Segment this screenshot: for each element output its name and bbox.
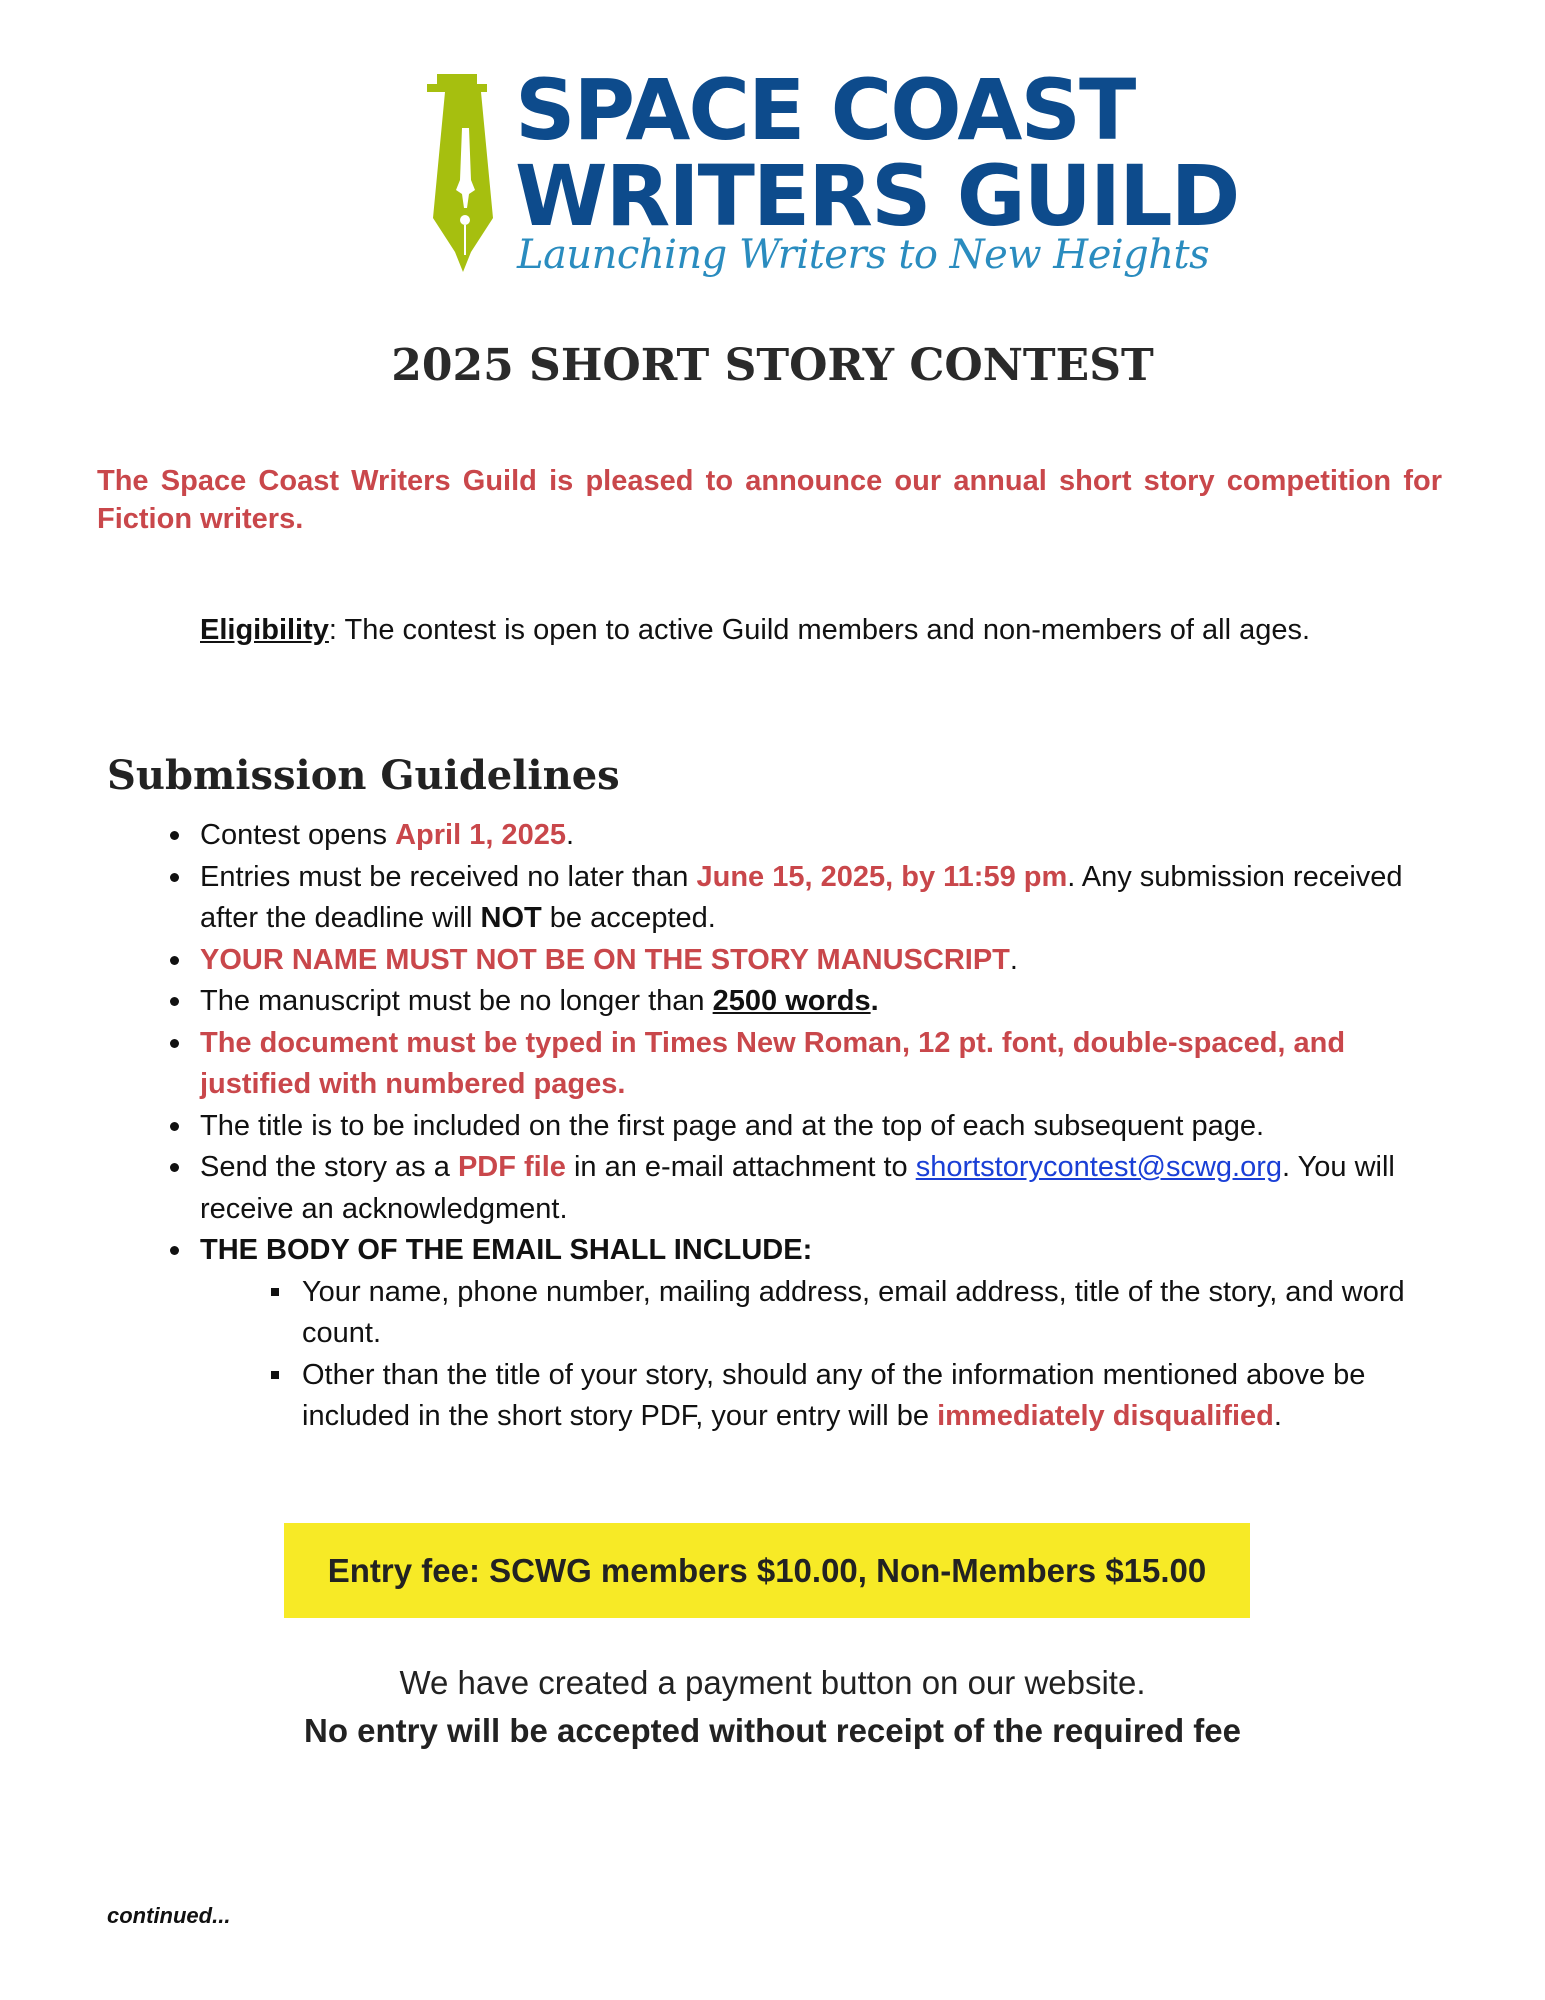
deadline-text: Entries must be received no later than bbox=[200, 860, 697, 893]
deadline-text-2: . Any submission received after the deadline will bbox=[200, 860, 1403, 934]
deadline-end: be accepted. bbox=[541, 902, 716, 934]
send-text-2: in an e-mail attachment to bbox=[565, 1151, 916, 1183]
list-item bbox=[200, 815, 1450, 857]
logo-line-2: WRITERS GUILD bbox=[515, 147, 1239, 245]
required-info: Your name, phone number, mailing address, email address, title of the story, and word count. bbox=[302, 1275, 1405, 1349]
fountain-pen-nib-icon bbox=[415, 68, 515, 278]
format-rule: The document must be typed in Times New Roman, 12 pt. font, double-spaced, and justified with numbered pages. bbox=[200, 1026, 1346, 1100]
disqualify-end: . bbox=[1273, 1400, 1282, 1432]
contest-email-link[interactable]: shortstorycontest@scwg.org bbox=[915, 1151, 1282, 1183]
submission-guidelines-heading: Submission Guidelines bbox=[107, 752, 620, 799]
list-item bbox=[200, 1023, 1450, 1106]
page-title: 2025 SHORT STORY CONTEST bbox=[391, 340, 1154, 391]
sublist-item bbox=[302, 1355, 1450, 1438]
send-text: Send the story as a bbox=[200, 1151, 458, 1183]
title-rule: The title is to be included on the first page and at the top of each subsequent page. bbox=[200, 1109, 1265, 1142]
not-emphasis: NOT bbox=[480, 902, 542, 934]
open-date: April 1, 2025 bbox=[395, 819, 566, 851]
eligibility-text: : The contest is open to active Guild members and non-members of all ages. bbox=[328, 614, 1311, 646]
opens-end: . bbox=[565, 819, 575, 851]
email-body-sublist bbox=[302, 1272, 1450, 1438]
continued-note: continued... bbox=[107, 1903, 231, 1928]
logo-tagline: Launching Writers to New Heights bbox=[517, 232, 1210, 278]
list-item bbox=[200, 857, 1450, 940]
pdf-file: PDF file bbox=[457, 1151, 566, 1183]
name-rule-end: . bbox=[1009, 943, 1018, 976]
list-item bbox=[200, 1230, 1450, 1438]
sublist-item bbox=[302, 1272, 1450, 1355]
list-item bbox=[200, 1106, 1450, 1148]
list-item bbox=[200, 940, 1450, 982]
disqualify-text: Other than the title of your story, should any of the information mentioned above be included in the short story PDF, your entry will be bbox=[302, 1358, 1366, 1432]
guild-logo bbox=[415, 61, 1239, 298]
guidelines-list bbox=[200, 815, 1450, 1438]
word-limit: 2500 words bbox=[712, 985, 871, 1017]
deadline-date: June 15, 2025, by 11:59 pm bbox=[696, 860, 1068, 893]
send-end: . You will receive an acknowledgment. bbox=[200, 1151, 1395, 1225]
fee-required-note: No entry will be accepted without receipt of the required fee bbox=[303, 1712, 1241, 1749]
entry-fee-banner bbox=[284, 1523, 1250, 1618]
payment-note: We have created a payment button on our website. bbox=[399, 1664, 1146, 1701]
eligibility-label: Eligibility bbox=[200, 614, 329, 646]
length-end: . bbox=[870, 985, 879, 1017]
intro-paragraph: The Space Coast Writers Guild is pleased to announce our annual short story competition for Fiction writers. bbox=[97, 465, 1442, 535]
logo-line-1: SPACE COAST bbox=[515, 61, 1135, 159]
list-item bbox=[200, 981, 1450, 1023]
eligibility-line bbox=[200, 614, 1310, 647]
list-item bbox=[200, 1147, 1450, 1230]
length-text: The manuscript must be no longer than bbox=[200, 985, 713, 1017]
email-body-heading: THE BODY OF THE EMAIL SHALL INCLUDE: bbox=[200, 1234, 813, 1266]
name-rule: YOUR NAME MUST NOT BE ON THE STORY MANUSCRIPT bbox=[200, 943, 1010, 976]
entry-fee-text: Entry fee: SCWG members $10.00, Non-Members $15.00 bbox=[327, 1551, 1207, 1589]
opens-text: Contest opens bbox=[200, 819, 396, 851]
disqualified-emphasis: immediately disqualified bbox=[937, 1400, 1274, 1432]
